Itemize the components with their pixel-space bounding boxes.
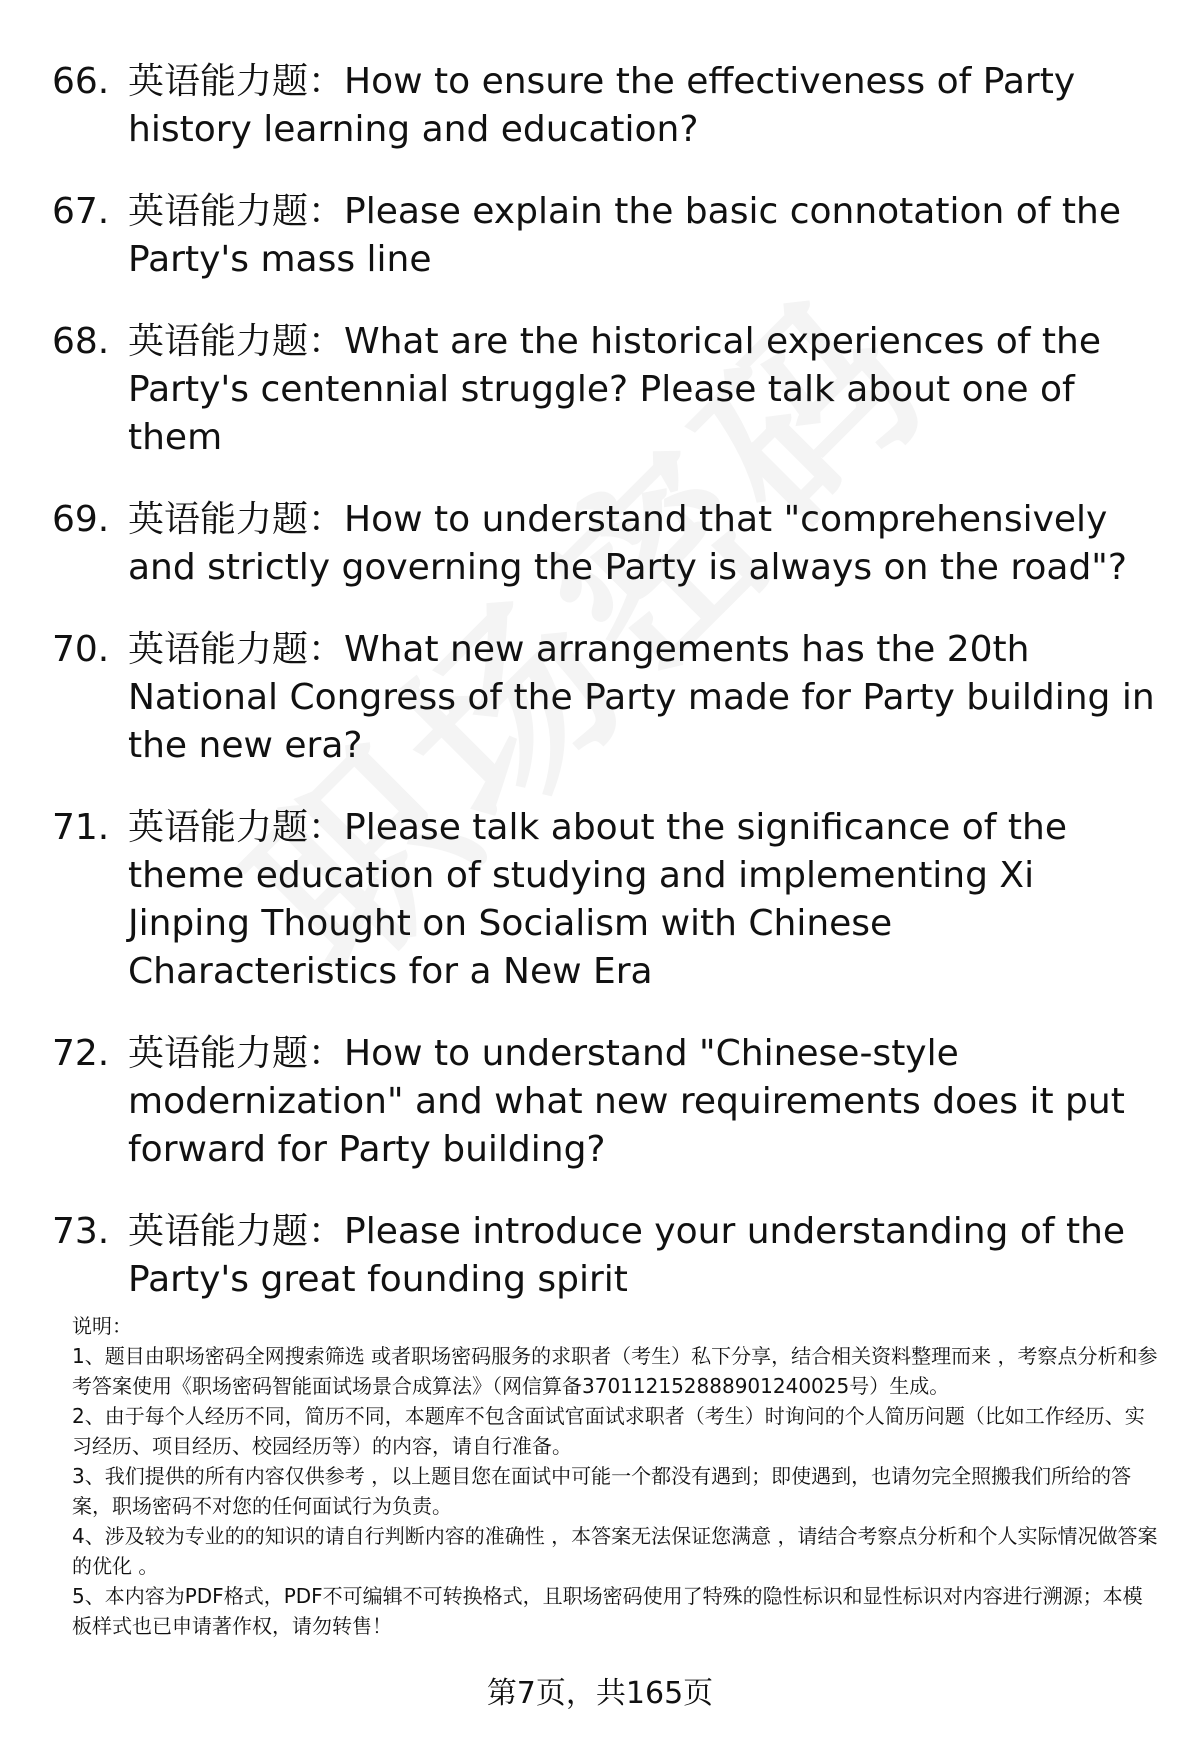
question-label: 英语能力题： xyxy=(128,1033,345,1074)
question-label: 英语能力题： xyxy=(128,629,345,670)
question-body xyxy=(128,188,1162,284)
note-item: 3、我们提供的所有内容仅供参考 ，以上题目您在面试中可能一个都没有遇到；即使遇到，也请勿完全照搬我们所给的答案，职场密码不对您的任何面试行为负责。 xyxy=(72,1464,1132,1518)
question-body xyxy=(128,1030,1162,1174)
question-item xyxy=(52,318,1162,462)
question-number: 72. xyxy=(52,1033,110,1074)
question-body xyxy=(128,58,1162,154)
question-number: 66. xyxy=(52,61,110,102)
question-body xyxy=(128,318,1162,462)
note-item: 2、由于每个人经历不同，简历不同，本题库不包含面试官面试求职者（考生）时询问的个人简历问题（比如工作经历、实习经历、项目经历、校园经历等）的内容，请自行准备。 xyxy=(72,1404,1145,1458)
note-item: 1、题目由职场密码全网搜索筛选 或者职场密码服务的求职者（考生）私下分享，结合相关资料整理而来 ，考察点分析和参考答案使用《职场密码智能面试场景合成算法》（网信算备370112152888901240025号）生成。 xyxy=(72,1344,1158,1398)
question-item xyxy=(52,496,1162,592)
question-item xyxy=(52,58,1162,154)
question-text: How to ensure the effectiveness of Party history learning and education? xyxy=(128,61,1076,150)
question-label: 英语能力题： xyxy=(128,807,345,848)
question-body xyxy=(128,804,1162,996)
question-body xyxy=(128,496,1162,592)
question-body xyxy=(128,1208,1162,1304)
question-number: 69. xyxy=(52,499,110,540)
question-label: 英语能力题： xyxy=(128,191,345,232)
question-number: 71. xyxy=(52,807,110,848)
question-text: What are the historical experiences of the Party's centennial struggle? Please talk about one of them xyxy=(128,321,1101,458)
question-text: How to understand "Chinese-style modernization" and what new requirements does it put forward for Party building? xyxy=(128,1033,1125,1170)
question-list xyxy=(52,58,1162,1338)
question-item xyxy=(52,1030,1162,1174)
question-body xyxy=(128,626,1162,770)
question-text: Please explain the basic connotation of the Party's mass line xyxy=(128,191,1121,280)
question-number: 70. xyxy=(52,629,110,670)
note-item: 5、本内容为PDF格式，PDF不可编辑不可转换格式，且职场密码使用了特殊的隐性标识和显性标识对内容进行溯源；本模板样式也已申请著作权，请勿转售！ xyxy=(72,1584,1143,1638)
page-number: 第7页，共165页 xyxy=(486,1676,714,1711)
note-item: 4、涉及较为专业的的知识的请自行判断内容的准确性 ，本答案无法保证您满意 ，请结合考察点分析和个人实际情况做答案的优化 。 xyxy=(72,1524,1158,1578)
question-text: What new arrangements has the 20th National Congress of the Party made for Party building in the new era? xyxy=(128,629,1155,766)
question-item xyxy=(52,1208,1162,1304)
question-text: Please introduce your understanding of the Party's great founding spirit xyxy=(128,1211,1126,1300)
question-number: 68. xyxy=(52,321,110,362)
question-text: How to understand that "comprehensively and strictly governing the Party is always on the road"? xyxy=(128,499,1127,588)
question-number: 67. xyxy=(52,191,110,232)
question-number: 73. xyxy=(52,1211,110,1252)
question-label: 英语能力题： xyxy=(128,61,345,102)
notes-heading: 说明： xyxy=(72,1314,132,1338)
question-item xyxy=(52,804,1162,996)
question-label: 英语能力题： xyxy=(128,1211,345,1252)
question-label: 英语能力题： xyxy=(128,321,345,362)
question-item xyxy=(52,188,1162,284)
question-item xyxy=(52,626,1162,770)
question-text: Please talk about the significance of the theme education of studying and implementing Xi Jinping Thought on Socialism with Chinese Characteristics for a New Era xyxy=(128,807,1067,992)
question-label: 英语能力题： xyxy=(128,499,345,540)
disclaimer-notes xyxy=(72,1311,1162,1641)
